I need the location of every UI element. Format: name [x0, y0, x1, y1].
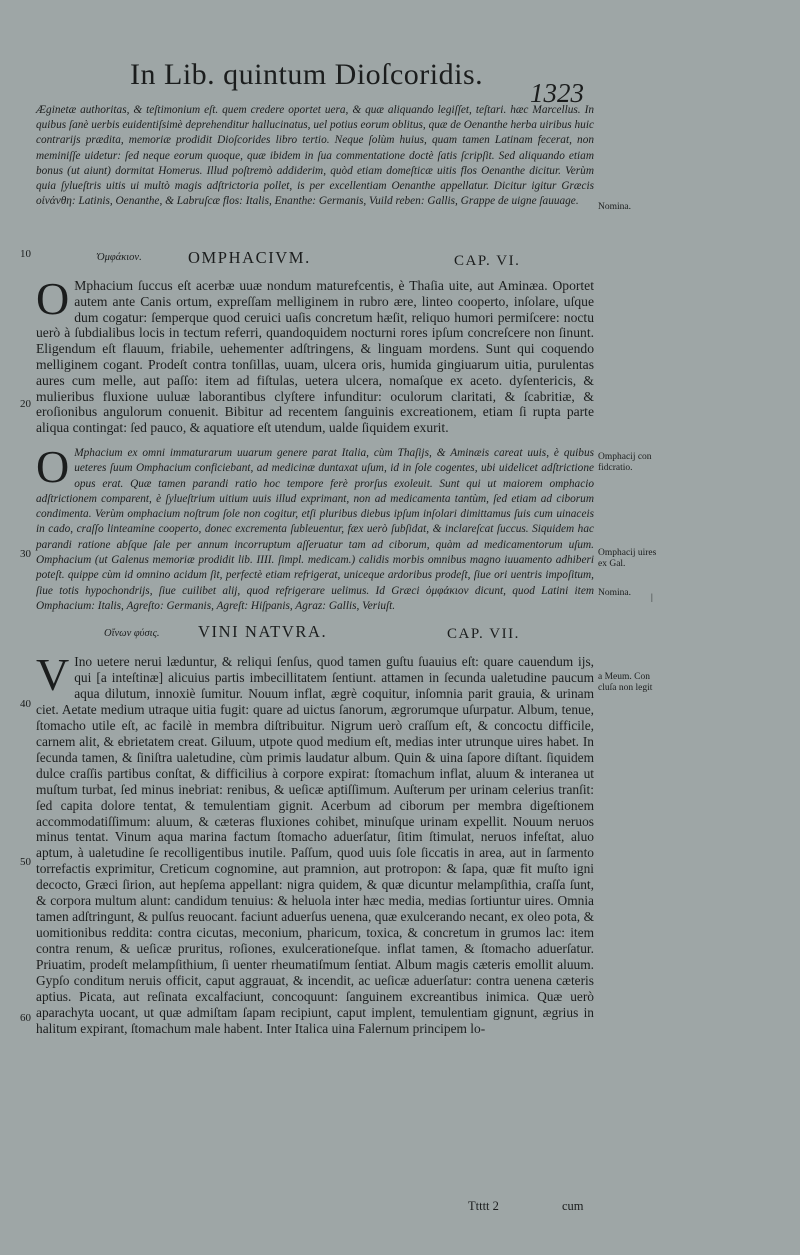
margin-note-omphacij-con: Omphacij con fidcratio.: [598, 452, 652, 473]
vini-heading: VINI NATVRA.: [198, 622, 328, 641]
drop-cap: O: [36, 441, 70, 492]
vini-chapter: CAP. VII.: [447, 626, 520, 642]
running-head: In Lib. quintum Dioſcoridis.: [130, 58, 484, 91]
omphacium-body: Mphacium ſuccus eſt acerbæ uuæ nondum maturefcentis, è Thaſia uite, aut Aminæa. Oportet autem ante Canis ortum, expreſſam melliginem in rubro ære, linteo cooperto, inſolare, uſque dum cogatur: ſemperque quod ceruici uaſis concretum hæſit, reliquo humori permiſcere: noctu uerò à ſubdialibus locis in tectum referri, quandoquidem nocturni rores ipſum concreſcere non ſinunt. Eligendum eſt flauum, friabile, uehementer adſtringens, & linguam mordens. Sunt qui coquendo melliginem cogant. Prodeſt contra tonſillas, uuam, ulcera oris, humida gingiuarum uitia, purulentas aures cum melle, aut paſſo: item ad fiſtulas, uetera ulcera, nomaſque ex aceto. dyſentericis, & mulieribus fluxione uuluæ laborantibus clyſtere infunditur: oculorum claritati, & ſcabritiæ, & eroſionibus angulorum conuenit. Bibitur ad recentem ſanguinis excreationem, etiam ſi rupta parte aliqua contingat: ſed pauco, & aquatiore eſt utendum, ualde ſiquidem exurit.: [36, 278, 594, 436]
signature-mark: Ttttt 2: [468, 1199, 499, 1213]
catchword: cum: [562, 1199, 584, 1213]
line-number-10: 10: [20, 248, 31, 260]
top-paragraph: Æginetæ authoritas, & teſtimonium eſt. quem credere oportet uera, & quæ aliquando legiſſet, teſtari. hæc Marcellus. In quibus ſanè uerbis euidentiſsimè deprehenditur hallucinatus, uel potius eorum oblitus, quæ de Oenanthe herba uiribus huic contrarijs prædita, memoriæ prodidit Dioſcorides libro tertio. Neque ſolùm huius, quam tamen Latinam fecerat, non meminiſſe uidetur: ſed neque eorum quoque, quæ ibidem in ſua commentatione doctè ſatis ſcripſit. Sed aliquando etiam bonus (ut aiunt) dormitat Homerus. Illud poſtremò addiderim, quòd etiam domeſticæ uitis flos Oenanthe dicitur. Verùm quia ſylueſtris uitis ui multò magis adſtrictoria pollet, is per excellentiam Oenanthe appellatur. Dicitur igitur Græcis οἰνάνθη: Latinis, Oenanthe, & Labruſcæ flos: Italis, Enanthe: Germanis, Vuild reben: Gallis, Grappe de uigne ſauuage.: [36, 104, 594, 208]
line-number-40: 40: [20, 698, 31, 710]
margin-note-nomina: Nomina.: [598, 202, 631, 212]
vini-text: [36, 649, 594, 1037]
drop-cap: V: [36, 649, 70, 700]
vini-greek-title: Οἴνων φύσις.: [104, 628, 160, 639]
omphacium-greek-title: Ὀμφάκιον.: [96, 252, 142, 263]
omphacium-heading: OMPHACIVM.: [188, 248, 311, 267]
page-number: 1323: [530, 78, 584, 108]
line-number-50: 50: [20, 856, 31, 868]
line-number-30: 30: [20, 548, 31, 560]
omphacium-commentary-body: Mphacium ex omni immaturarum uuarum genere parat Italia, cùm Thaſijs, & Aminæis careat uuis, è quibus ueteres ſuum Omphacium conficiebant, ad medicinæ duntaxat uſum, id in ſole cogentes, ubi uidelicet adſtrictione opus erat. Quæ tamen parandi ratio hoc tempore ferè prorſus exoleuit. Sunt qui ut maiorem omphacio adſtrictionem comparent, è ſylueſtrium uitium uuis illud exprimant, non ad medicamenta tantùm, ſed etiam ad ciborum condimenta. Verùm omphacium noſtrum ſole non cogitur, etſi pluribus diebus ipſum inſolari dimittamus ſuis cum uinaceis in cado, craſſo linteamine cooperto, donec excrementa ſubleuentur, fæx uerò ſubſidat, & inclareſcat ſuccus. Siquidem hac parandi ratione abſque ſale per annum incorruptum aſſeruatur tam ad ciborum, quàm ad medicamentorum uſum. Omphacium (ut Galenus memoriæ prodidit lib. IIII. ſimpl. medicam.) calidis morbis omnibus magno iuuamento adhiberi poteſt. quippe cùm id omnino acidum ſit, perfectè etiam refrigerat, uniceque ardoribus prodeſt, ſiue ori uentris impoſitum, ſiue totis hypochondrijs, ſiue cuilibet alij, quod refrigerare uelimus. Id Græci ὀμφάκιον dicunt, quod Latini item Omphacium: Italis, Agreſto: Germanis, Agreſt: Hiſpanis, Agraz: Gallis, Veriuſt.: [36, 447, 594, 612]
omphacium-chapter: CAP. VI.: [454, 253, 521, 269]
drop-cap: O: [36, 273, 70, 324]
margin-note-meum: a Meum. Con cluſa non legit: [598, 672, 653, 693]
margin-note-nomina-2: Nomina.: [598, 588, 631, 598]
line-number-20: 20: [20, 398, 31, 410]
margin-mark: |: [651, 592, 653, 602]
margin-note-omphacij-uires: Omphacij uires ex Gal.: [598, 548, 657, 569]
line-number-60: 60: [20, 1012, 31, 1024]
omphacium-text: [36, 273, 594, 436]
omphacium-commentary: [36, 441, 594, 614]
vini-body: Ino uetere nerui læduntur, & reliqui ſenſus, quod tamen guſtu ſuauius eſt: quare cauendum ijs, qui [a inteſtinæ] alicuius partis imbecillitatem ſentiunt. attamen in ſecunda ualetudine paucum aqua dilutum, innoxiè ſumitur. Nouum inflat, ægrè coquitur, inſomnia parit grauia, & urinam ciet. Aetate medium utraque uitia fugit: quare ad uictus ſanorum, ægrorumque uſurpatur. Album, tenue, ſtomacho utile eſt, ac facilè in membra diſtribuitur. Nigrum uerò craſſum eſt, & concoctu difficile, carnem alit, & ebrietatem creat. Giluum, utpote quod medium eſt, medias inter utrunque uires habet. In ſecunda tamen, & ſiniſtra ualetudine, cùm primis laudatur album. Quin & uina ſapore diſtant. ſiquidem dulce craſſis partibus conſtat, & difficilius à corpore expirat: ſtomachum inflat, aluum & interanea ut muſtum turbat, ſed minus inebriat: renibus, & ueſicæ aptiſſimum. Auſterum per urinam celerius tranſit: ſed capita dolore tentat, & temulentiam gignit. Acerbum ad ciborum per membra digeſtionem accommodatiſſimum: aluum, & cæteras fluxiones cohibet, minuſque urinam expellit. Nouum neruos minus tentat. Vinum aqua marina factum ſtomacho aduerſatur, ſitim ſtimulat, neruos infeſtat, aluo aptum, à ualetudine ſe recolligentibus inutile. Paſſum, quod uuis ſole ſiccatis in area, aut in ſarmento torrefactis exprimitur, Creticum cognomine, aut pramnion, aut protropon: & ſapa, quæ fit muſto igni decocto, Græci ſirion, aut hepſema appellant: nigra quidem, & quæ dicuntur melampſithia, craſſa ſunt, & corpora multum alunt: candidum tenuius: & heluola inter hæc media, medias ſortiuntur uires. Omnia tamen adſtringunt, & pulſus reuocant. faciunt aduerſus uenena, quæ exulcerando necant, ex oleo pota, & uomitionibus reddita: contra cicutas, meconium, pharicum, toxica, & concretum in grumos lac: item contra renum, & ueſicæ pruritus, roſiones, exulcerationeſque. inflat tamen, & ſtomacho aduerſatur. Priuatim, prodeſt melampſithium, ſi uenter rheumatiſmum ſentiat. Album magis cæteris emollit aluum. Gypſo conditum neruis officit, caput aggrauat, & incendit, ac ueſicæ aduerſatur: contra uenena cæteris aptius. Picata, aut reſinata excalfaciunt, concoquunt: ſanguinem excreantibus inimica. Quæ uerò aparachyta uocant, ut quæ admiſtam ſapam recipiunt, caput implent, temulentiam gignunt, ægrius in halitum expirant, ſtomachum male habent. Inter Italica uina Falernum principem lo-: [36, 654, 594, 1036]
